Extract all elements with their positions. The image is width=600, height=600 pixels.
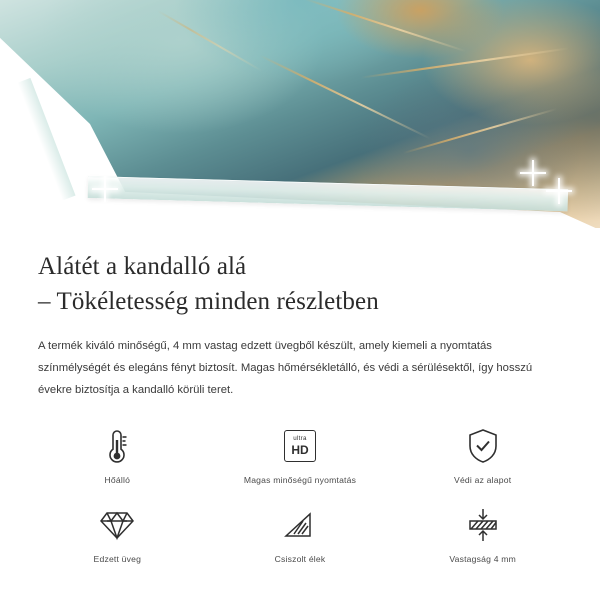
feature-item-thickness [398, 504, 568, 565]
feature-label: Edzett üveg [93, 554, 142, 565]
feature-item-tempered-glass [32, 504, 202, 565]
feature-label: Vastagság 4 mm [449, 554, 516, 565]
feature-label: Magas minőségű nyomtatás [243, 475, 357, 486]
hero-image [0, 0, 600, 228]
headline-line-2: – Tökéletesség minden részletben [38, 287, 379, 315]
ultra-hd-badge-top: ultra [293, 435, 307, 443]
feature-item-heat-resistant [32, 425, 202, 486]
feature-label: Hőálló [104, 475, 131, 486]
diamond-icon [99, 504, 135, 546]
polished-edges-icon [283, 504, 317, 546]
shield-check-icon [467, 425, 499, 467]
feature-label: Csiszolt élek [274, 554, 326, 565]
thickness-icon [465, 504, 501, 546]
text-content [0, 228, 600, 401]
feature-item-polished-edges [215, 504, 385, 565]
thermometer-icon [104, 425, 130, 467]
feature-grid [0, 425, 600, 565]
feature-item-print-quality [215, 425, 385, 486]
page-title [38, 250, 562, 319]
headline-line-1: Alátét a kandalló alá [38, 253, 247, 280]
feature-label: Védi az alapot [454, 475, 512, 486]
feature-item-surface-protection [398, 425, 568, 486]
ultra-hd-icon [284, 425, 316, 467]
ultra-hd-badge-bottom: HD [291, 442, 309, 457]
description-paragraph: A termék kiváló minőségű, 4 mm vastag edzett üvegből készült, amely kiemeli a nyomtatás színmélységét és elegáns fényt biztosít. Magas hőmérsékletálló, és védi a sérülésektől, így hosszú évekre biztosítja a kandalló körüli teret. [38, 340, 533, 397]
